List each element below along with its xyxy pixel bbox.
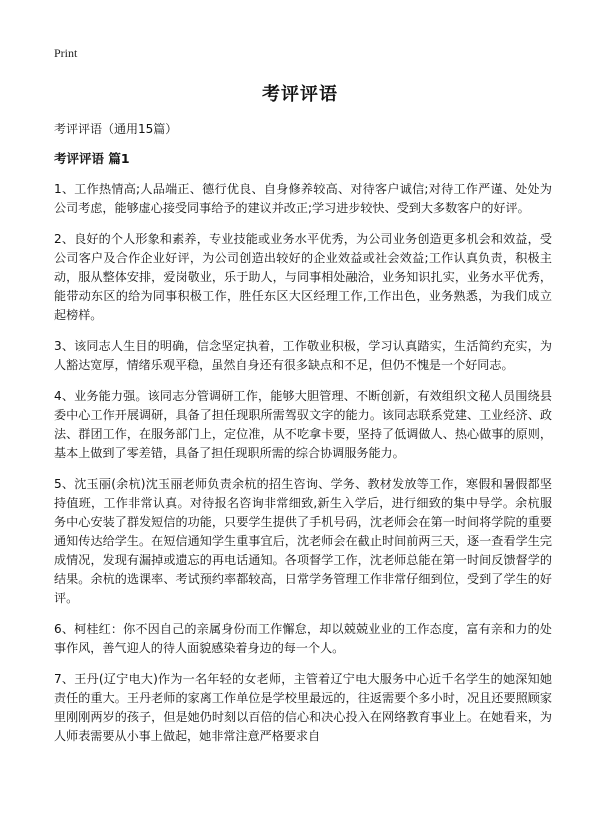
paragraph-7: 7、王丹(辽宁电大)作为一名年轻的女老师，主管着辽宁电大服务中心近千名学生的她深知她责任的重大。王丹老师的家离工作单位是学校里最远的，往返需要个多小时，况且还要照顾家里刚刚两岁的孩子，但是她仍时刻以百倍的信心和决心投入在网络教育事业上。在她看来，为人师表需要从小事上做起，她非常注意严格要求自 [54,672,552,743]
document-subtitle: 考评评语（通用15篇） [54,122,178,136]
section-heading: 考评评语 篇1 [54,151,130,166]
paragraph-4: 4、业务能力强。该同志分管调研工作，能够大胆管理、不断创新，有效组织文秘人员围绕县委中心工作开展调研，具备了担任现职所需驾驭文字的能力。该同志联系党建、工业经济、政法、群团工作，在服务部门上，定位准，从不吃拿卡要，坚持了低调做人、热心做事的原则，基本上做到了零差错，具备了担任现职所需的综合协调服务能力。 [54,389,552,460]
document-title: 考评评语 [262,84,338,105]
paragraph-1: 1、工作热情高;人品端正、德行优良、自身修养较高、对待客户诚信;对待工作严谨、处处为公司考虑，能够虚心接受同事给予的建议并改正;学习进步较快、受到大多数客户的好评。 [54,182,552,215]
paragraph-2: 2、良好的个人形象和素养，专业技能或业务水平优秀，为公司业务创造更多机会和效益，受公司客户及合作企业好评，为公司创造出较好的企业效益或社会效益;工作认真负责，积极主动，服从整体安排，爱岗敬业，乐于助人，与同事相处融洽，业务知识扎实，业务水平优秀，能带动东区的给为同事积极工作，胜任东区大区经理工作,工作出色，业务熟悉，为我们成立起榜样。 [54,232,552,322]
print-link[interactable]: Print [54,46,78,60]
document-body [54,120,552,758]
paragraph-6: 6、柯桂红：你不因自己的亲属身份而工作懈怠，却以兢兢业业的工作态度，富有亲和力的处事作风，善气迎人的待人面貌感染着身边的每一个人。 [54,622,552,655]
paragraph-3: 3、该同志人生目的明确，信念坚定执着，工作敬业积极，学习认真踏实，生活简约充实，为人豁达宽厚，情绪乐观平稳，虽然自身还有很多缺点和不足，但仍不愧是一个好同志。 [54,339,552,372]
paragraph-5: 5、沈玉丽(余杭)沈玉丽老师负责余杭的招生咨询、学务、教材发放等工作，寒假和暑假都坚持值班，工作非常认真。对待报名咨询非常细致,新生入学后，进行细致的集中导学。余杭服务中心安装了群发短信的功能，只要学生提供了手机号码，沈老师会在第一时间将学院的重要通知传达给学生。在短信通知学生重事宜后，沈老师会在截止时间前两三天，逐一查看学生完成情况，发现有漏掉或遗忘的再电话通知。各项督学工作，沈老师总能在第一时间反馈督学的结果。余杭的选课率、考试预约率都较高，日常学务管理工作非常仔细到位，受到了学生的好评。 [54,477,552,605]
